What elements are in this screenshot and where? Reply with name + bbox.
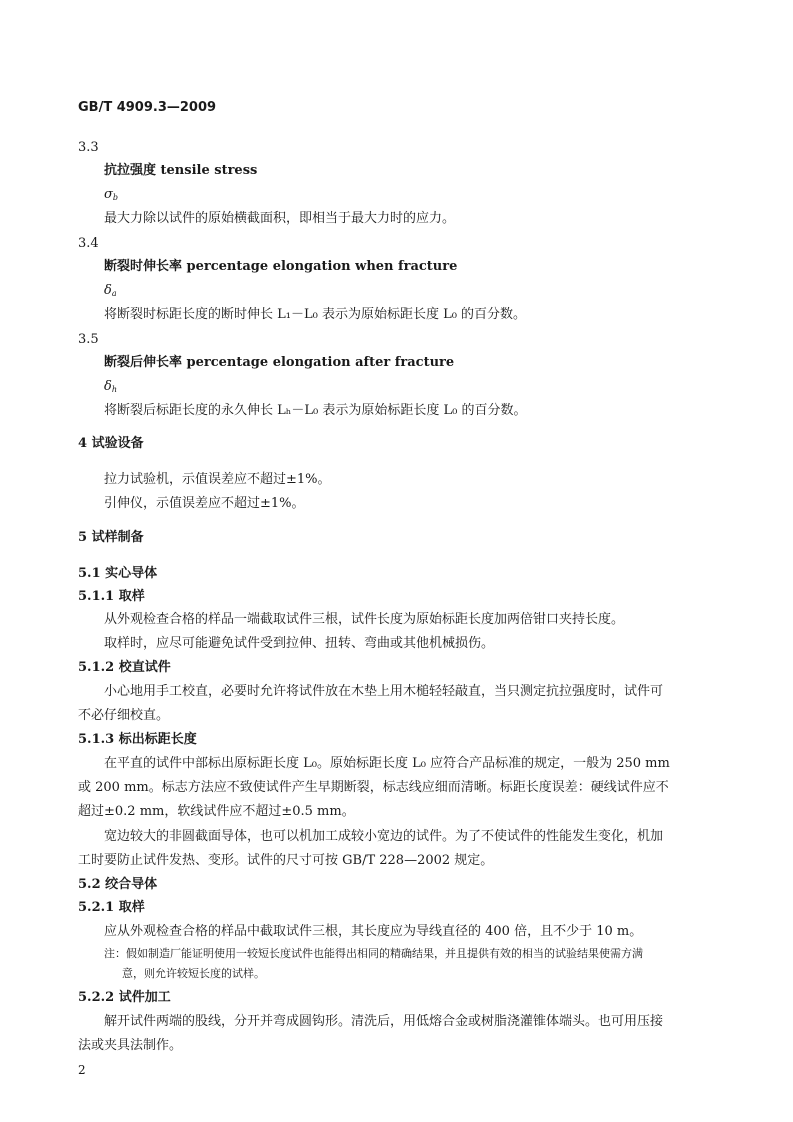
section-5-1-heading: 5.1 实心导体: [78, 566, 158, 581]
section-5-1-1-heading: 5.1.1 取样: [78, 589, 145, 604]
clause-3-4-symbol: $\delta_a$: [104, 283, 117, 298]
section-5-1-2-para-line-2: 不必仔细校直。: [78, 708, 170, 723]
section-4-heading: 4 试验设备: [78, 436, 144, 451]
section-5-2-2-para-line-1: 解开试件两端的股线，分开并弯成圆钩形。清洗后，用低熔合金或树脂浇灌锥体端头。也可用压接: [104, 1014, 664, 1029]
clause-3-4-definition: 将断裂时标距长度的断时伸长 L₁－L₀ 表示为原始标距长度 L₀ 的百分数。: [104, 307, 527, 322]
clause-3-4-number: 3.4: [78, 236, 99, 251]
section-5-1-1-para-2: 取样时，应尽可能避免试件受到拉伸、扭转、弯曲或其他机械损伤。: [104, 636, 495, 651]
section-5-2-2-heading: 5.2.2 试件加工: [78, 990, 171, 1005]
clause-3-5-number: 3.5: [78, 332, 99, 347]
section-5-2-1-note-line-1: 注：假如制造厂能证明使用一较短长度试件也能得出相同的精确结果，并且提供有效的相当的试验结果使需方满: [104, 947, 643, 960]
clause-3-3-symbol: $\sigma_b$: [104, 187, 118, 202]
section-5-2-heading: 5.2 绞合导体: [78, 877, 158, 892]
section-4-para-1: 拉力试验机，示值误差应不超过±1%。: [104, 472, 331, 487]
section-5-1-2-heading: 5.1.2 校直试件: [78, 660, 171, 675]
clause-3-3-number: 3.3: [78, 140, 99, 155]
section-5-2-1-note-line-2: 意，则允许较短长度的试样。: [122, 967, 265, 980]
clause-3-3-term: 抗拉强度 tensile stress: [104, 163, 258, 178]
section-5-1-2-para-line-1: 小心地用手工校直，必要时允许将试件放在木垫上用木槌轻轻敲直，当只测定抗拉强度时，试件可: [104, 684, 664, 699]
clause-3-5-definition: 将断裂后标距长度的永久伸长 Lₕ－L₀ 表示为原始标距长度 L₀ 的百分数。: [104, 403, 527, 418]
section-5-2-1-heading: 5.2.1 取样: [78, 900, 145, 915]
clause-3-3-definition: 最大力除以试件的原始横截面积，即相当于最大力时的应力。: [104, 211, 456, 226]
section-5-1-1-para-1: 从外观检查合格的样品一端截取试件三根，试件长度为原始标距长度加两倍钳口夹持长度。: [104, 612, 625, 627]
section-5-1-3-para-1-line-1: 在平直的试件中部标出原标距长度 L₀。原始标距长度 L₀ 应符合产品标准的规定，一般为 250 mm: [104, 756, 670, 771]
section-5-1-3-para-1-line-2: 或 200 mm。标志方法应不致使试件产生早期断裂，标志线应细而清晰。标距长度误差：硬线试件应不: [78, 780, 669, 795]
clause-3-4-term: 断裂时伸长率 percentage elongation when fracture: [104, 259, 458, 274]
section-5-2-1-para-1: 应从外观检查合格的样品中截取试件三根，其长度应为导线直径的 400 倍，且不少于 10 m。: [104, 924, 643, 939]
section-5-1-3-heading: 5.1.3 标出标距长度: [78, 732, 197, 747]
section-5-1-3-para-1-line-3: 超过±0.2 mm，软线试件应不超过±0.5 mm。: [78, 804, 355, 819]
clause-3-5-term: 断裂后伸长率 percentage elongation after fracture: [104, 355, 455, 370]
page-number: 2: [78, 1063, 86, 1077]
clause-3-5-symbol: $\delta_h$: [104, 379, 117, 394]
section-5-1-3-para-2-line-2: 工时要防止试件发热、变形。试件的尺寸可按 GB/T 228—2002 规定。: [78, 853, 494, 868]
section-4-para-2: 引伸仪，示值误差应不超过±1%。: [104, 496, 305, 511]
section-5-2-2-para-line-2: 法或夹具法制作。: [78, 1038, 183, 1053]
section-5-1-3-para-2-line-1: 宽边较大的非圆截面导体，也可以机加工成较小宽边的试件。为了不使试件的性能发生变化，机加: [104, 829, 664, 844]
section-5-heading: 5 试样制备: [78, 530, 144, 545]
standard-number: GB/T 4909.3—2009: [78, 100, 217, 115]
